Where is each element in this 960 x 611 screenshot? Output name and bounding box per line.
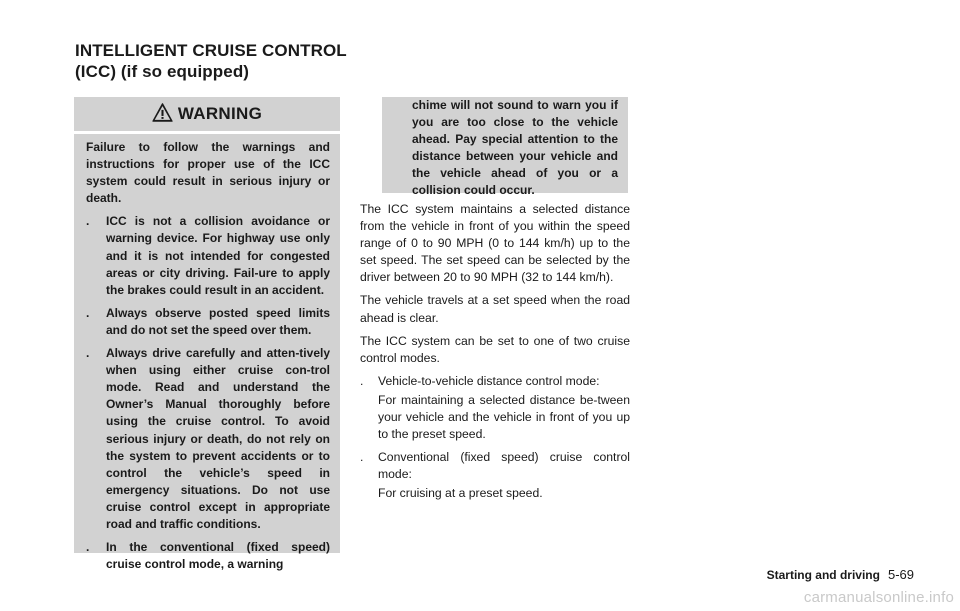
mode-bullet <box>360 449 630 483</box>
warning-bullet <box>86 213 330 298</box>
bullet-marker: . <box>86 540 90 555</box>
body-paragraph: The ICC system maintains a selected distance from the vehicle in front of you within the speed range of 0 to 90 MPH (0 to 144 km/h) up to the set speed. The set speed can be selected by the driver between 20 to 90 MPH (32 to 144 km/h). <box>360 202 630 285</box>
page-footer <box>767 567 914 582</box>
mode-name: Vehicle-to-vehicle distance control mode: <box>378 373 600 388</box>
footer-section-name: Starting and driving <box>766 568 880 582</box>
body-text <box>360 201 630 509</box>
warning-bullet-text: Always drive carefully and atten-tively when using either cruise con-trol mode. Read and understand the Owner’s Manual thoroughly before using the cruise control. To avoid serious injury or death, do not rely on the system to prevent accidents or to control the vehicle’s speed in emergency situations. Do not use cruise control except in appropriate road and traffic conditions. <box>106 346 330 531</box>
bullet-marker: . <box>86 346 90 361</box>
warning-triangle-icon <box>152 103 173 122</box>
warning-header <box>74 97 340 134</box>
section-title-line-2: (ICC) (if so equipped) <box>75 62 250 81</box>
bullet-marker: . <box>360 373 364 388</box>
warning-box <box>74 97 340 572</box>
warning-intro: Failure to follow the warnings and instructions for proper use of the ICC system could result in serious injury or death. <box>86 140 330 206</box>
page-number: 5-69 <box>887 567 914 582</box>
section-title <box>75 40 347 82</box>
warning-bullet <box>86 305 330 339</box>
warning-body <box>86 139 330 579</box>
warning-box-continued <box>382 97 628 198</box>
bullet-marker: . <box>86 214 90 229</box>
bullet-marker: . <box>86 305 90 320</box>
mode-bullet <box>360 373 630 390</box>
warning-bullet-text: ICC is not a collision avoidance or warning device. For highway use only and it is not intended for congested areas or city driving. Fail-ure to apply the brakes could result in an accident. <box>106 214 330 297</box>
bullet-marker: . <box>360 450 364 465</box>
warning-continued-text: chime will not sound to warn you if you are too close to the vehicle ahead. Pay special attention to the distance between your vehicle and the vehicle ahead of you or a collision could occur. <box>412 98 618 198</box>
body-paragraph: The ICC system can be set to one of two cruise control modes. <box>360 333 630 365</box>
watermark: carmanualsonline.info <box>803 589 954 606</box>
warning-title: WARNING <box>177 104 263 123</box>
body-paragraph: The vehicle travels at a set speed when the road ahead is clear. <box>360 293 630 325</box>
mode-name: Conventional (fixed speed) cruise control mode: <box>378 450 630 482</box>
warning-bullet-text: In the conventional (fixed speed) cruise control mode, a warning <box>106 540 330 572</box>
warning-bullet-text: Always observe posted speed limits and do not set the speed over them. <box>106 305 330 337</box>
section-title-line-1: INTELLIGENT CRUISE CONTROL <box>75 41 347 60</box>
mode-description: For maintaining a selected distance be-tween your vehicle and the vehicle in front of you up to the preset speed. <box>378 392 630 442</box>
warning-bullet <box>86 539 330 573</box>
warning-bullet <box>86 345 330 533</box>
mode-description: For cruising at a preset speed. <box>378 486 543 501</box>
